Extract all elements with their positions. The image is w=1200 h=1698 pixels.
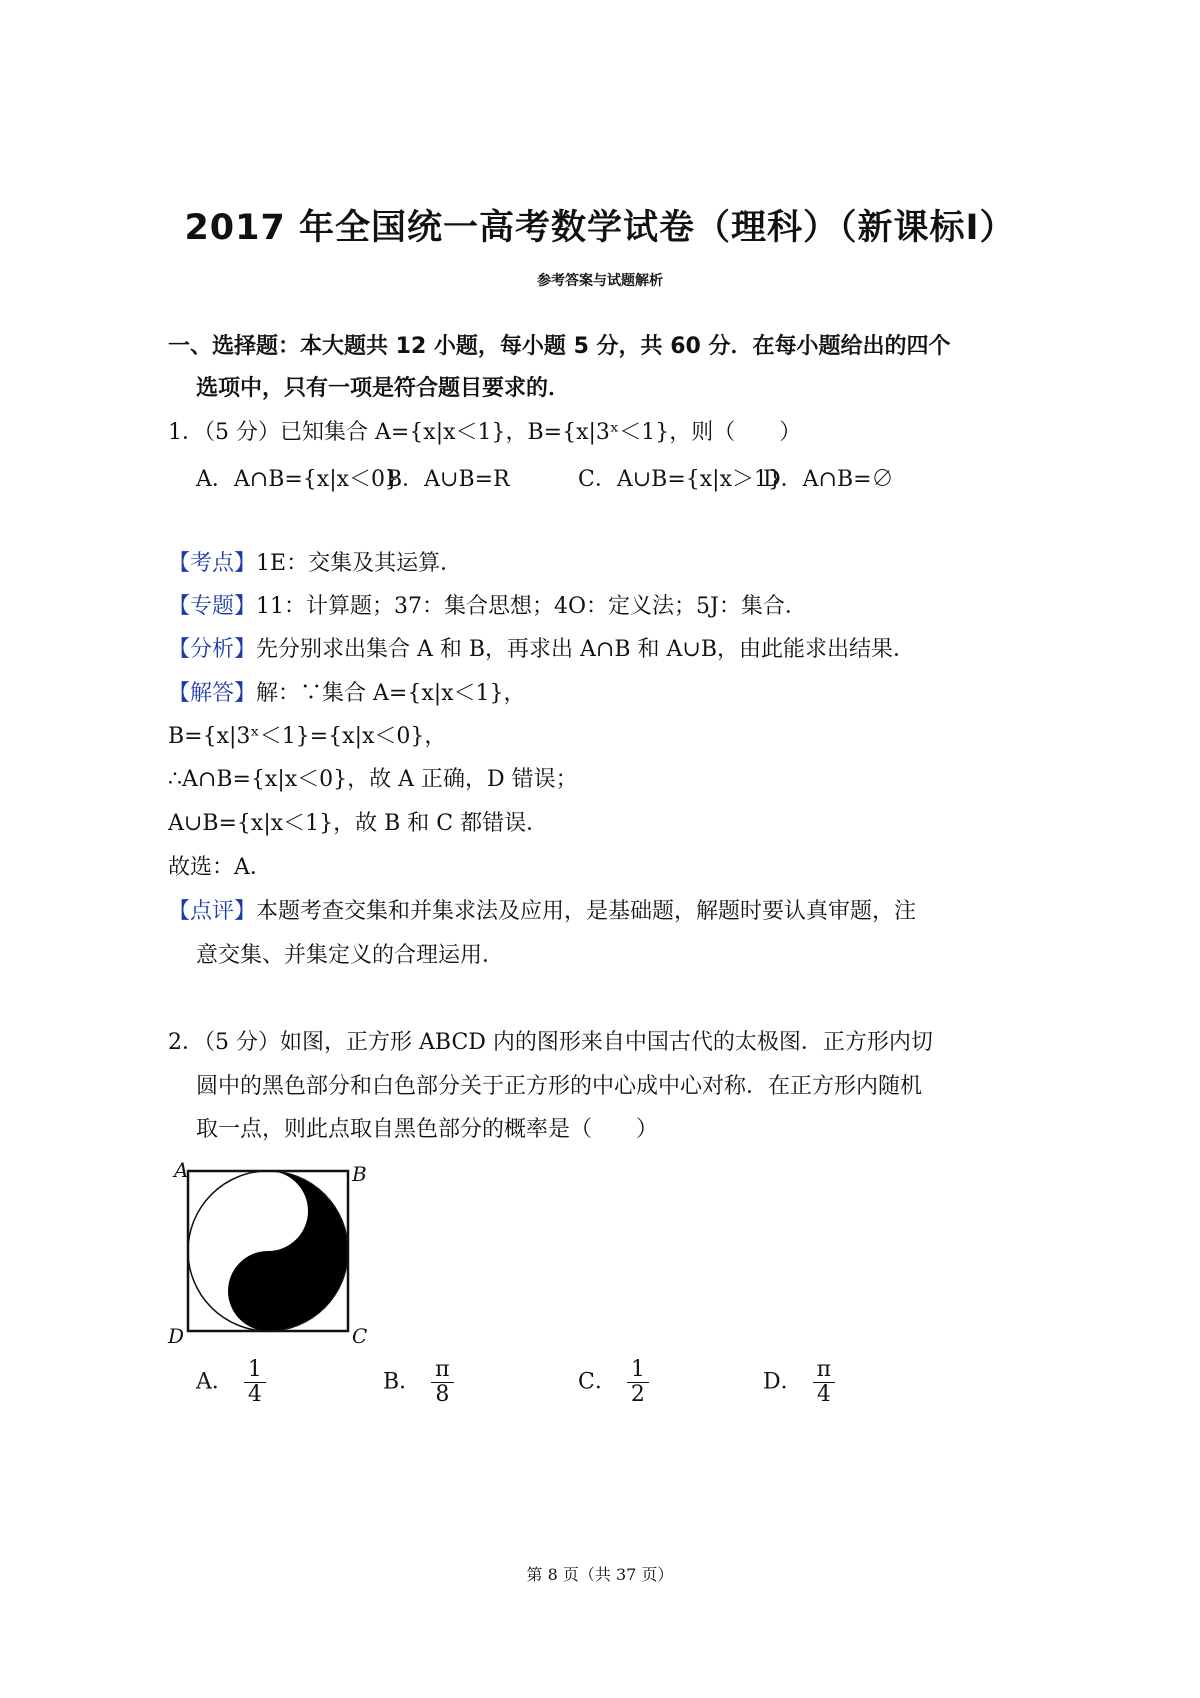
fenxi-tag: 【分析】 [168,637,257,662]
section-heading-line2: 选项中，只有一项是符合题目要求的． [196,376,571,401]
section-heading-line1: 一、选择题：本大题共 12 小题，每小题 5 分，共 60 分．在每小题给出的四个 [168,334,951,359]
q2-stem-line1: 2．（5 分）如图，正方形 ABCD 内的图形来自中国古代的太极图．正方形内切 [168,1030,933,1055]
q1-solution-line5: 故选：A． [168,855,272,880]
q1-dianping [168,897,916,927]
q1-stem: 1．（5 分）已知集合 A={x|x＜1}，B={x|3ˣ＜1}，则（ ） [168,420,802,445]
q2-option-d-letter: D． [763,1369,803,1395]
q1-kaodian [168,549,462,579]
q2-option-b [383,1358,454,1407]
q1-option-d: D．A∩B=∅ [763,467,894,492]
fraction-numerator: π [813,1358,835,1383]
q2-option-b-letter: B． [383,1369,422,1395]
q1-dianping-line2: 意交集、并集定义的合理运用． [196,943,505,968]
fraction-numerator: 1 [244,1358,266,1383]
q2-option-c-fraction [627,1358,649,1407]
vertex-label-d: D [168,1324,185,1348]
q2-option-c-letter: C． [578,1369,617,1395]
kaodian-tag: 【考点】 [168,551,257,576]
q2-option-d-fraction [813,1358,835,1407]
page-title: 2017 年全国统一高考数学试卷（理科）（新课标Ⅰ） [184,208,1016,248]
q2-option-a-fraction [244,1358,266,1407]
q1-jieda [168,679,526,709]
fraction-denominator: 4 [816,1382,831,1407]
q2-option-a-letter: A． [196,1369,234,1395]
dianping-text: 本题考查交集和并集求法及应用，是基础题，解题时要认真审题，注 [256,899,917,924]
taiji-figure [165,1158,375,1348]
q2-stem-line3: 取一点，则此点取自黑色部分的概率是（ ） [196,1117,659,1142]
page-footer: 第 8 页（共 37 页） [526,1565,674,1584]
q2-stem-line2: 圆中的黑色部分和白色部分关于正方形的中心成中心对称．在正方形内随机 [196,1074,923,1099]
zhuanti-text: 11：计算题；37：集合思想；4O：定义法；5J：集合． [256,594,807,619]
q1-option-c: C．A∪B={x|x＞1} [578,467,782,492]
black-dot [261,1284,275,1298]
taiji-diagram [165,1158,375,1348]
q1-fenxi [168,635,915,665]
q1-option-b: B．A∪B=R [386,467,510,492]
page-subtitle: 参考答案与试题解析 [537,273,663,289]
vertex-label-b: B [352,1162,367,1186]
q1-zhuanti [168,592,807,622]
q1-solution-line4: A∪B={x|x＜1}，故 B 和 C 都错误． [168,811,549,836]
kaodian-text: 1E：交集及其运算． [256,551,463,576]
q1-solution-line3: ∴A∩B={x|x＜0}，故 A 正确，D 错误； [168,767,578,792]
vertex-label-c: C [352,1324,368,1348]
q2-option-c [578,1358,649,1407]
dianping-tag: 【点评】 [168,899,257,924]
jieda-text: 解：∵集合 A={x|x＜1}， [256,681,526,706]
q2-option-d [763,1358,835,1407]
zhuanti-tag: 【专题】 [168,594,257,619]
fraction-numerator: 1 [627,1358,649,1383]
fenxi-text: 先分别求出集合 A 和 B，再求出 A∩B 和 A∪B，由此能求出结果． [256,637,916,662]
white-dot [261,1204,275,1218]
fraction-denominator: 8 [435,1382,450,1407]
vertex-label-a: A [174,1158,189,1182]
q1-option-a: A．A∩B={x|x＜0} [196,467,400,492]
jieda-tag: 【解答】 [168,681,257,706]
q1-solution-line2: B={x|3ˣ＜1}={x|x＜0}， [168,724,447,749]
fraction-denominator: 4 [247,1382,262,1407]
fraction-denominator: 2 [630,1382,645,1407]
q2-option-b-fraction [431,1358,453,1407]
q2-option-a [196,1358,266,1407]
fraction-numerator: π [431,1358,453,1383]
